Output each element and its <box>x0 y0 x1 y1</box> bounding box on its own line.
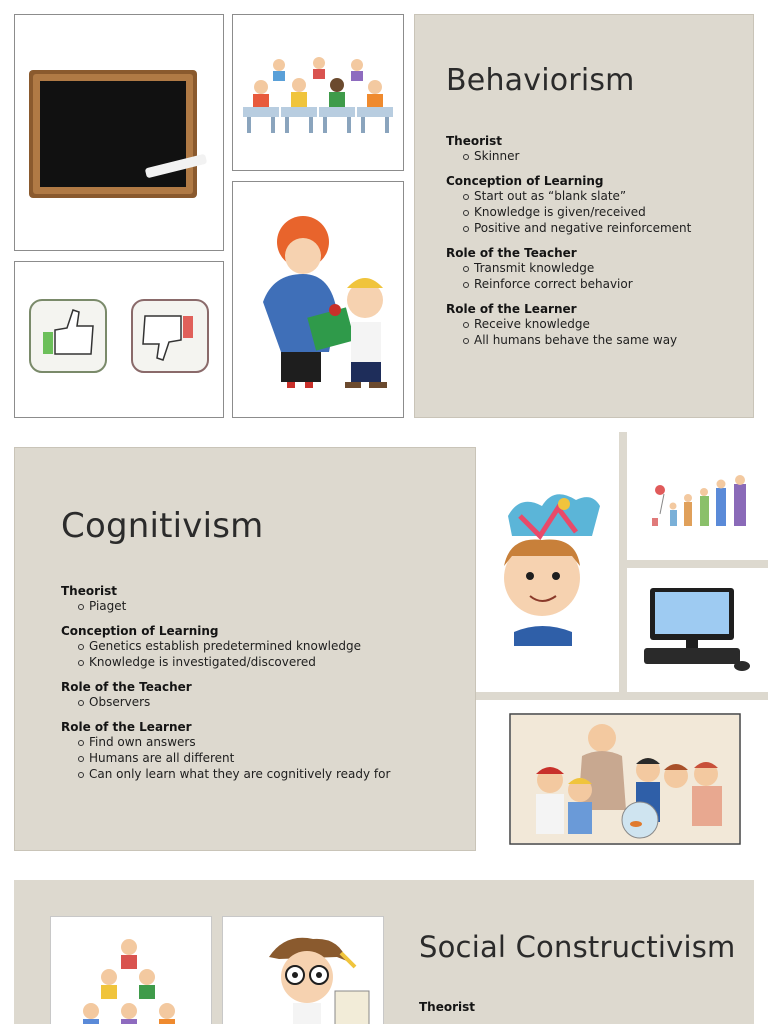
list-item: Find own answers <box>75 734 461 750</box>
children-fishbowl-image-frame <box>480 700 768 850</box>
collage-divider <box>619 432 627 694</box>
bullet-list <box>75 638 461 670</box>
list-item: Knowledge is investigated/discovered <box>75 654 461 670</box>
thinking-child-image <box>480 436 616 692</box>
chalkboard-image-frame <box>14 14 224 251</box>
section-heading: Conception of Learning <box>446 174 604 188</box>
list-item: Skinner <box>460 148 746 164</box>
thumbs-up-down-image <box>15 262 224 418</box>
kids-pyramid-image-frame <box>50 916 212 1024</box>
slide-behaviorism <box>414 14 754 418</box>
slide-title: Behaviorism <box>446 63 635 98</box>
classroom-students-image <box>233 15 404 171</box>
slide-content <box>419 1000 719 1014</box>
slide-social-constructivism <box>14 880 754 1024</box>
bullet-list <box>75 734 461 782</box>
list-item: Positive and negative reinforcement <box>460 220 746 236</box>
list-item: Receive knowledge <box>460 316 746 332</box>
list-item: Knowledge is given/received <box>460 204 746 220</box>
bullet-list <box>460 260 746 292</box>
list-item: Can only learn what they are cognitively ready for <box>75 766 461 782</box>
slide-cognitivism <box>14 447 476 851</box>
bullet-list <box>460 148 746 164</box>
thumbs-up-down-image-frame <box>14 261 224 418</box>
section-heading: Role of the Learner <box>61 720 192 734</box>
bullet-list <box>460 316 746 348</box>
section-heading: Theorist <box>61 584 118 598</box>
section-heading: Theorist <box>419 1000 476 1014</box>
slide-title: Cognitivism <box>61 506 264 546</box>
children-fishbowl-image <box>480 700 768 850</box>
list-item: All humans behave the same way <box>460 332 746 348</box>
slide-title: Social Constructivism <box>419 930 736 964</box>
collage-divider <box>476 692 768 700</box>
thinking-child-image-frame <box>480 436 616 692</box>
computer-image <box>630 568 768 692</box>
teacher-gift-image-frame <box>232 181 404 418</box>
list-item: Piaget <box>75 598 461 614</box>
section-heading: Conception of Learning <box>61 624 219 638</box>
section-heading: Theorist <box>446 134 503 148</box>
list-item: Reinforce correct behavior <box>460 276 746 292</box>
list-item: Start out as “blank slate” <box>460 188 746 204</box>
slide-content <box>61 584 461 782</box>
bullet-list <box>75 694 461 710</box>
professor-image <box>223 917 384 1024</box>
classroom-students-image-frame <box>232 14 404 171</box>
people-growth-image <box>630 436 768 558</box>
people-growth-image-frame <box>630 436 768 558</box>
professor-image-frame <box>222 916 384 1024</box>
slide-content <box>446 134 746 348</box>
list-item: Humans are all different <box>75 750 461 766</box>
section-heading: Role of the Learner <box>446 302 577 316</box>
bullet-list <box>460 188 746 236</box>
list-item: Transmit knowledge <box>460 260 746 276</box>
kids-pyramid-image <box>51 917 212 1024</box>
section-heading: Role of the Teacher <box>61 680 192 694</box>
section-heading: Role of the Teacher <box>446 246 577 260</box>
teacher-gift-image <box>233 182 404 418</box>
bullet-list <box>75 598 461 614</box>
list-item: Genetics establish predetermined knowledge <box>75 638 461 654</box>
computer-image-frame <box>630 568 768 692</box>
list-item: Observers <box>75 694 461 710</box>
chalkboard-image <box>15 15 224 251</box>
collage-divider <box>627 560 768 568</box>
